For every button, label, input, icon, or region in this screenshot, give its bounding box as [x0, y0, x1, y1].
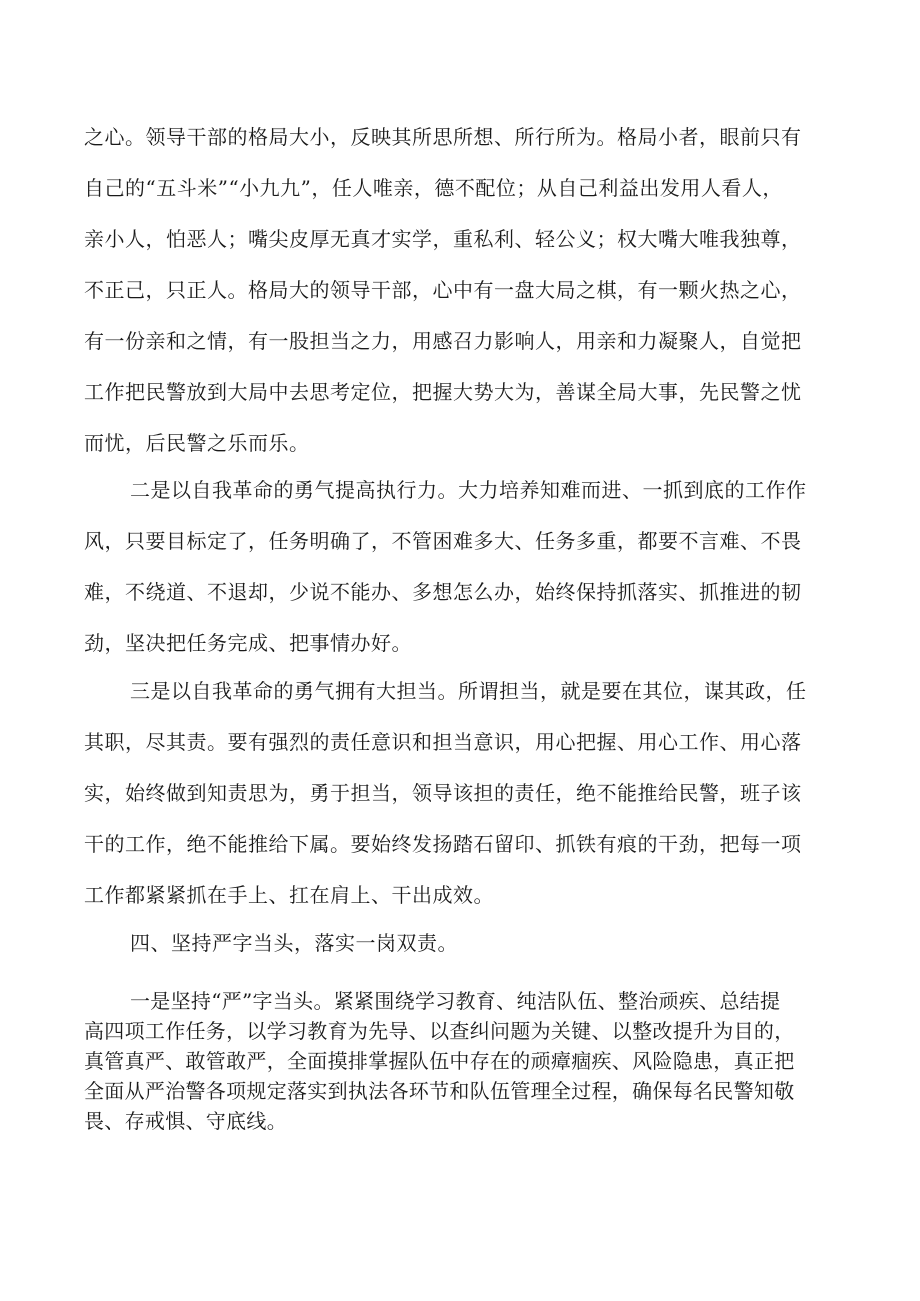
paragraph-execution — [84, 465, 844, 669]
text-line: 一是坚持“严”字当头。紧紧围绕学习教育、纯洁队伍、整治顽疾、总结提 — [130, 989, 781, 1013]
text-line: 其职，尽其责。要有强烈的责任意识和担当意识，用心把握、用心工作、用心落 — [84, 730, 802, 754]
text-line: 不正己，只正人。格局大的领导干部，心中有一盘大局之棋，有一颗火热之心， — [84, 278, 802, 302]
paragraph-leadership-pattern — [84, 112, 844, 469]
text-line: 有一份亲和之情，有一股担当之力，用感召力影响人，用亲和力凝聚人，自觉把 — [84, 329, 802, 353]
text-line: 自己的“五斗米”“小九九”，任人唯亲，德不配位；从自己利益出发用人看人， — [84, 176, 783, 200]
text-line: 三是以自我革命的勇气拥有大担当。所谓担当，就是要在其位，谋其政，任 — [130, 679, 807, 703]
text-line: 干的工作，绝不能推给下属。要始终发扬踏石留印、抓铁有痕的干劲，把每一项 — [84, 832, 802, 856]
text-line: 亲小人，怕恶人；嘴尖皮厚无真才实学，重私利、轻公义；权大嘴大唯我独尊， — [84, 227, 802, 251]
text-line: 难，不绕道、不退却，少说不能办、多想怎么办，始终保持抓落实、抓推进的韧 — [84, 580, 802, 604]
text-line: 劲，坚决把任务完成、把事情办好。 — [84, 631, 412, 655]
text-line: 风，只要目标定了，任务明确了，不管困难多大、任务多重，都要不言难、不畏 — [84, 529, 802, 553]
text-line: 工作都紧紧抓在手上、扛在肩上、干出成效。 — [84, 883, 494, 907]
text-line: 工作把民警放到大局中去思考定位，把握大势大为，善谋全局大事，先民警之忧 — [84, 380, 802, 404]
section-heading — [84, 918, 844, 969]
text-line: 而忧，后民警之乐而乐。 — [84, 431, 310, 455]
text-line: 二是以自我革命的勇气提高执行力。大力培养知难而进、一抓到底的工作作 — [130, 478, 807, 502]
paragraph-strictness — [84, 986, 844, 1136]
text-line: 畏、存戒惧、守底线。 — [84, 1109, 287, 1133]
heading-line: 四、坚持严字当头，落实一岗双责。 — [130, 931, 458, 955]
text-line: 实，始终做到知责思为，勇于担当，领导该担的责任，绝不能推给民警，班子该 — [84, 781, 802, 805]
text-line: 之心。领导干部的格局大小，反映其所思所想、所行所为。格局小者，眼前只有 — [84, 125, 802, 149]
paragraph-responsibility — [84, 666, 844, 921]
text-line: 真管真严、敢管敢严，全面摸排掌握队伍中存在的顽瘴痼疾、风险隐患，真正把 — [84, 1049, 795, 1073]
text-line: 全面从严治警各项规定落实到执法各环节和队伍管理全过程，确保每名民警知敬 — [84, 1079, 795, 1103]
text-line: 高四项工作任务，以学习教育为先导、以查纠问题为关键、以整改提升为目的， — [84, 1019, 795, 1043]
